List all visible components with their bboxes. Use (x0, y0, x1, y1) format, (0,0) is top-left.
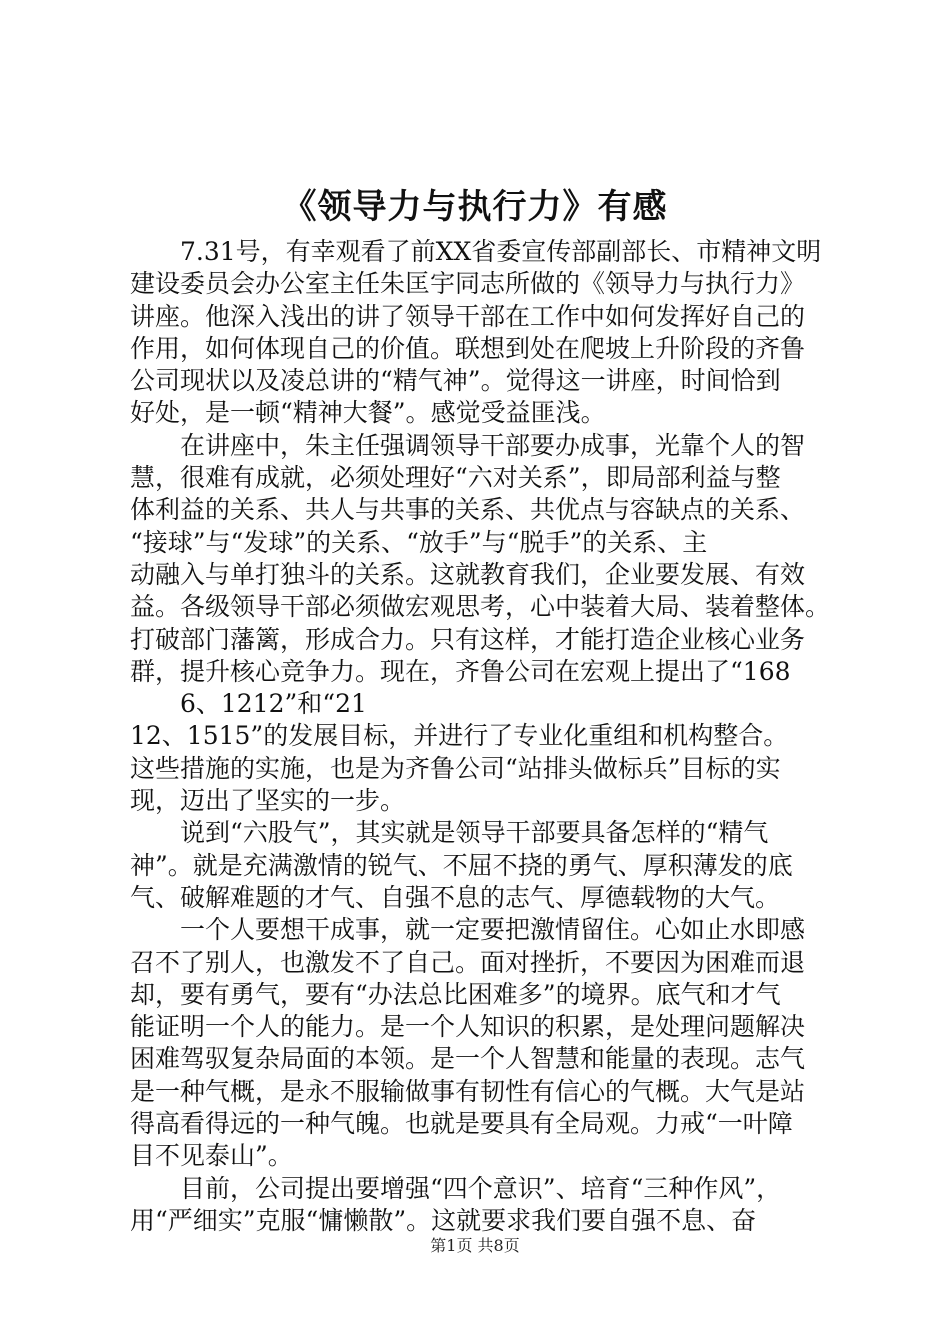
paragraph-line: 益。各级领导干部必须做宏观思考，心中装着大局、装着整体。 (130, 592, 831, 622)
paragraph-line: 这些措施的实施，也是为齐鲁公司“站排头做标兵”目标的实 (130, 753, 781, 783)
paragraph-line: “接球”与“发球”的关系、“放手”与“脱手”的关系、主 (130, 527, 708, 557)
paragraph-line: 困难驾驭复杂局面的本领。是一个人智慧和能量的表现。志气 (130, 1044, 806, 1074)
paragraph-line: 动融入与单打独斗的关系。这就教育我们，企业要发展、有效 (130, 559, 806, 589)
paragraph-line: 群，提升核心竞争力。现在，齐鲁公司在宏观上提出了“168 (130, 656, 791, 686)
paragraph-line: 7.31号，有幸观看了前XX省委宣传部副部长、市精神文明 (180, 237, 822, 266)
page-footer: 第1页 共8页 (430, 1236, 520, 1255)
paragraph (130, 1173, 832, 1238)
document-body (130, 236, 832, 1237)
paragraph-line: 说到“六股气”，其实就是领导干部要具备怎样的“精气 (180, 818, 769, 848)
paragraph-line: 能证明一个人的能力。是一个人知识的积累，是处理问题解决 (130, 1012, 806, 1042)
paragraph-line: 目前，公司提出要增强“四个意识”、培育“三种作风”， (180, 1173, 782, 1203)
document-title: 《领导力与执行力》有感 (282, 187, 668, 227)
paragraph-line: 目不见泰山”。 (130, 1141, 293, 1171)
paragraph-line: 公司现状以及凌总讲的“精气神”。觉得这一讲座，时间恰到 (130, 366, 781, 396)
paragraph-line: 召不了别人，也激发不了自己。面对挫折，不要因为困难而退 (130, 947, 806, 977)
paragraph-line: 现，迈出了坚实的一步。 (130, 786, 406, 816)
paragraph (130, 688, 832, 720)
paragraph (130, 817, 832, 914)
paragraph-line: 打破部门藩篱，形成合力。只有这样，才能打造企业核心业务 (130, 624, 806, 654)
paragraph (130, 720, 832, 817)
paragraph-line: 气、破解难题的才气、自强不息的志气、厚德载物的大气。 (130, 882, 781, 912)
paragraph-line: 慧，很难有成就，必须处理好“六对关系”，即局部利益与整 (130, 463, 781, 493)
paragraph-line: 讲座。他深入浅出的讲了领导干部在工作中如何发挥好自己的 (130, 301, 806, 331)
paragraph (130, 430, 832, 688)
paragraph-line: 在讲座中，朱主任强调领导干部要办成事，光靠个人的智 (180, 430, 806, 460)
paragraph-line: 6、1212”和“21 (180, 689, 367, 719)
paragraph (130, 914, 832, 1172)
paragraph-line: 是一种气概，是永不服输做事有韧性有信心的气概。大气是站 (130, 1076, 806, 1106)
paragraph-line: 却，要有勇气，要有“办法总比困难多”的境界。底气和才气 (130, 979, 781, 1009)
paragraph-line: 建设委员会办公室主任朱匡宇同志所做的《领导力与执行力》 (130, 269, 806, 299)
paragraph-line: 一个人要想干成事，就一定要把激情留住。心如止水即感 (180, 915, 806, 945)
paragraph (130, 236, 832, 430)
paragraph-line: 神”。就是充满激情的锐气、不屈不挠的勇气、厚积薄发的底 (130, 850, 793, 880)
paragraph-line: 得高看得远的一种气魄。也就是要具有全局观。力戒“一叶障 (130, 1109, 793, 1139)
paragraph-line: 作用，如何体现自己的价值。联想到处在爬坡上升阶段的齐鲁 (130, 333, 806, 363)
paragraph-line: 12、1515”的发展目标，并进行了专业化重组和机构整合。 (130, 721, 789, 751)
paragraph-line: 体利益的关系、共人与共事的关系、共优点与容缺点的关系、 (130, 495, 806, 525)
paragraph-line: 好处，是一顿“精神大餐”。感觉受益匪浅。 (130, 398, 606, 428)
paragraph-line: 用“严细实”克服“慵懒散”。这就要求我们要自强不息、奋 (130, 1205, 757, 1235)
